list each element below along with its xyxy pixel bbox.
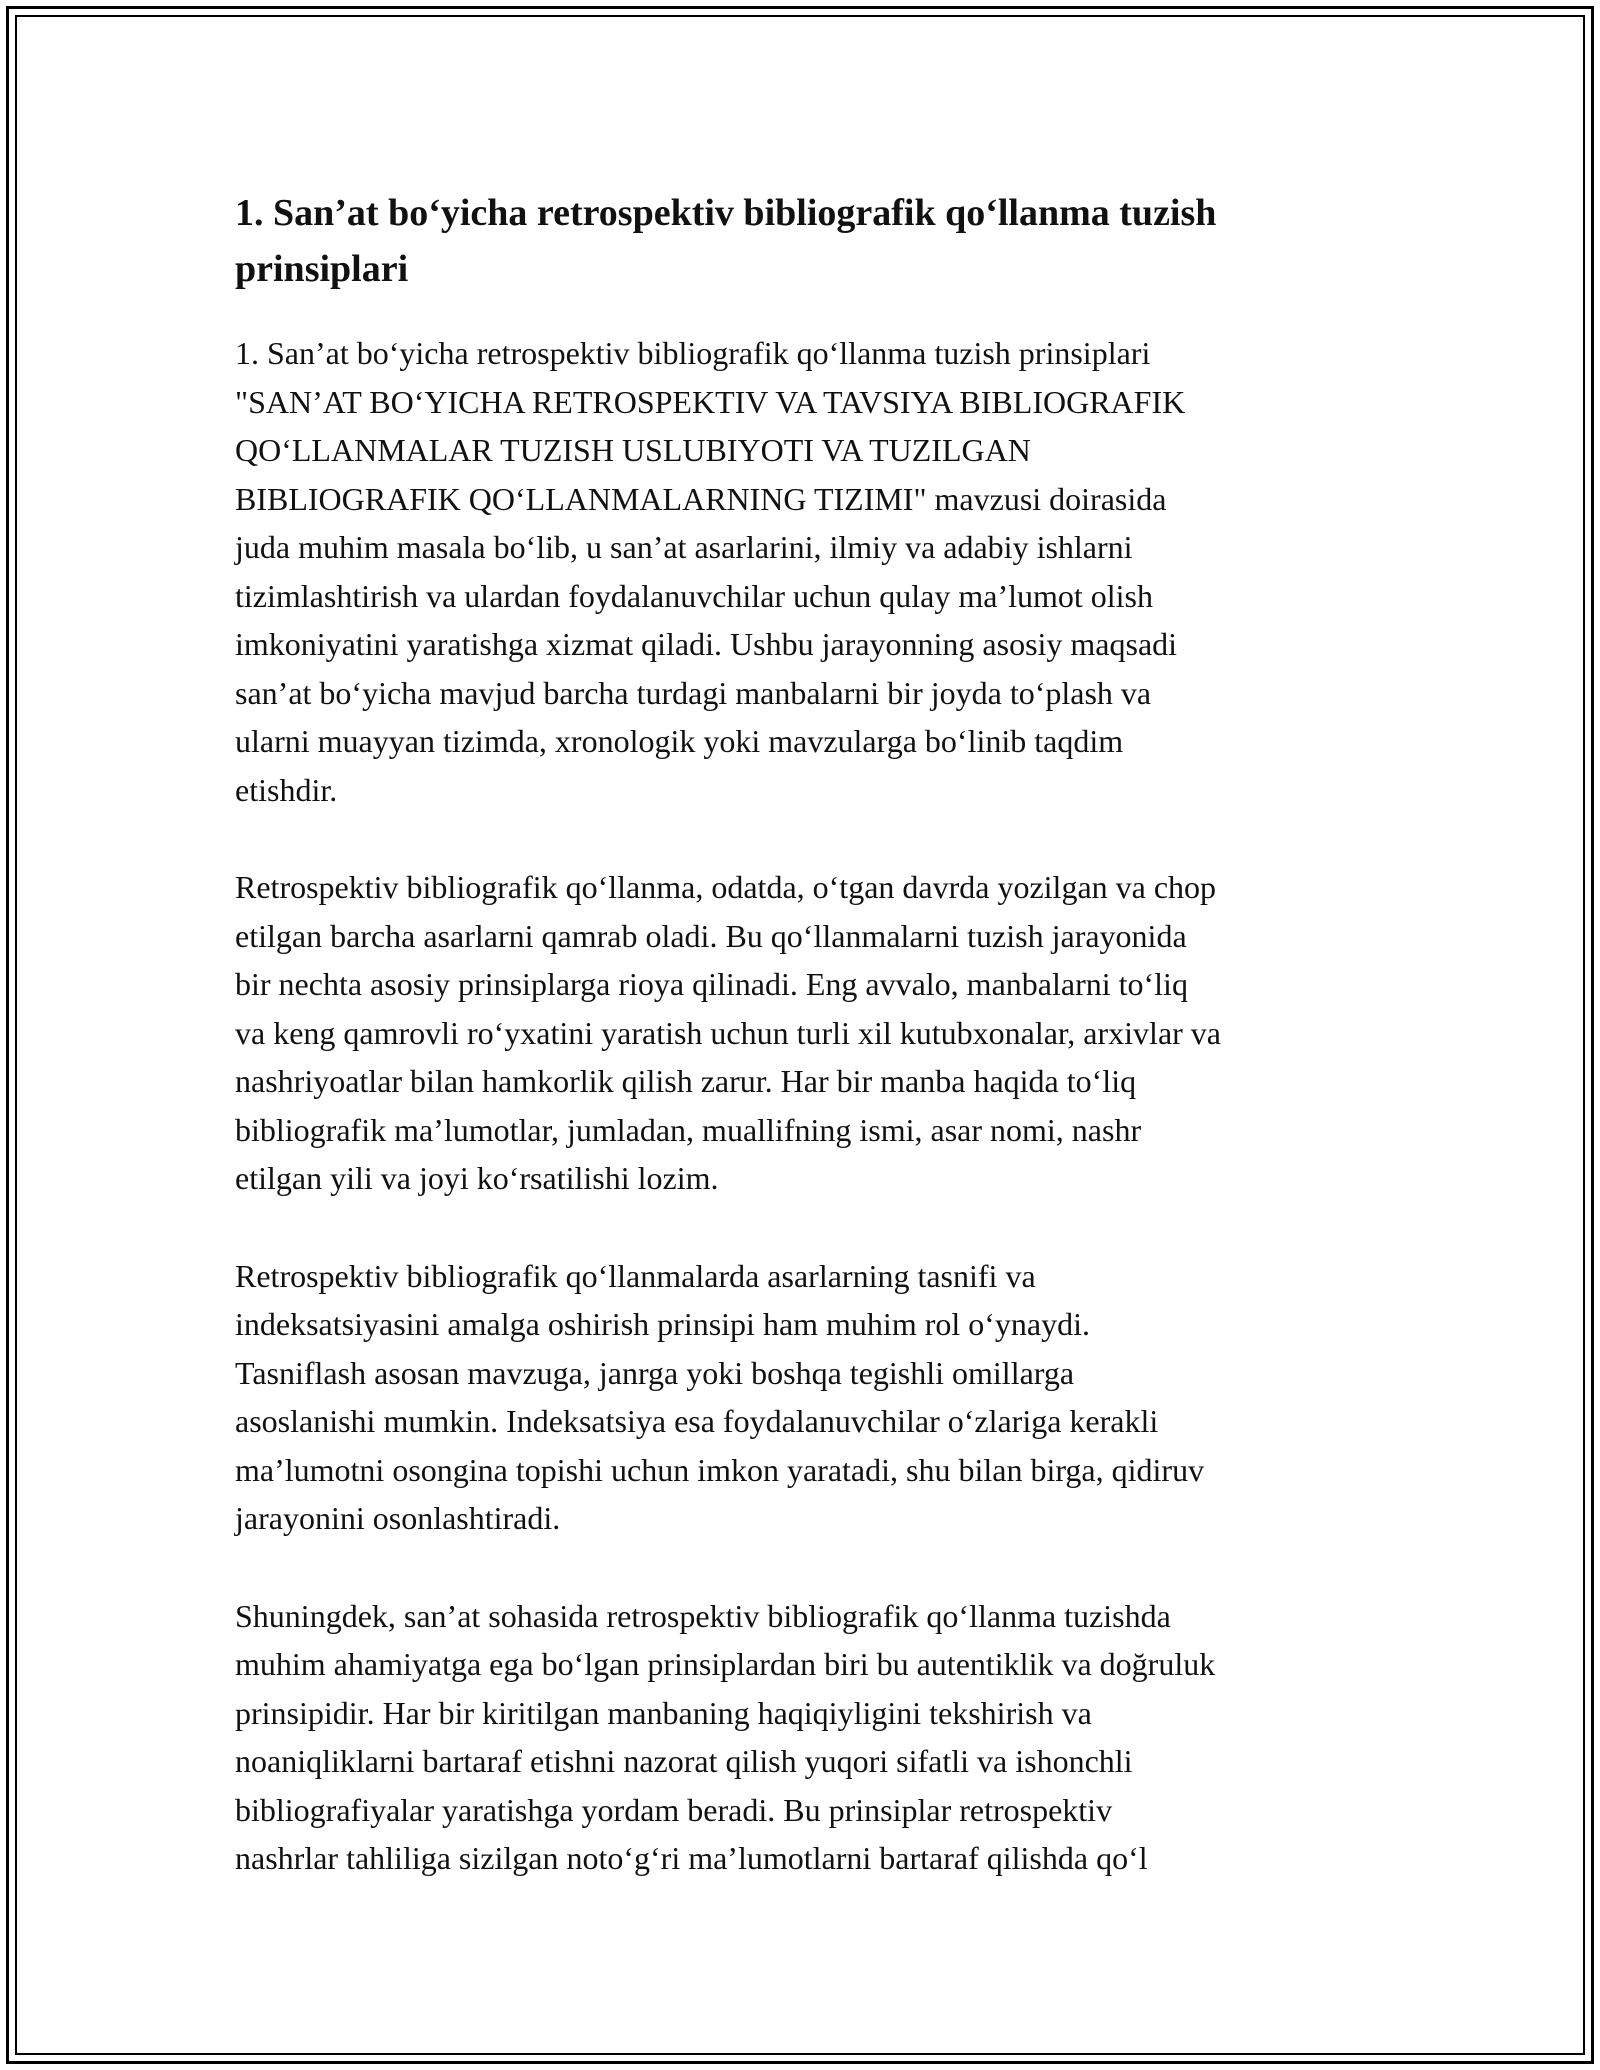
text-line: bir nechta asosiy prinsiplarga rioya qilinadi. Eng avvalo, manbalarni to‘liq xyxy=(235,966,1188,1002)
text-line: nashrlar tahliliga sizilgan noto‘g‘ri ma’lumotlarni bartaraf qilishda qo‘l xyxy=(235,1840,1148,1876)
document-content xyxy=(235,185,1375,1932)
paragraph xyxy=(235,1592,1375,1883)
paragraph xyxy=(235,1252,1375,1543)
text-line: "SAN’AT BO‘YICHA RETROSPEKTIV VA TAVSIYA BIBLIOGRAFIK xyxy=(235,383,1186,420)
text-line: va keng qamrovli ro‘yxatini yaratish uchun turli xil kutubxonalar, arxivlar va xyxy=(235,1014,1221,1051)
text-line: bibliografiyalar yaratishga yordam beradi. Bu prinsiplar retrospektiv xyxy=(235,1791,1113,1828)
text-line: ularni muayyan tizimda, xronologik yoki mavzularga bo‘linib taqdim xyxy=(235,723,1124,759)
text-line: prinsipidir. Har bir kiritilgan manbaning haqiqiyligini tekshirish va xyxy=(235,1694,1092,1731)
paragraph xyxy=(235,863,1375,1203)
text-line: jarayonini osonlashtiradi. xyxy=(235,1500,561,1536)
text-line: Retrospektiv bibliografik qo‘llanmalarda asarlarning tasnifi va xyxy=(235,1257,1036,1294)
page-title-line: prinsiplari xyxy=(235,248,409,290)
text-line: etilgan barcha asarlarni qamrab oladi. Bu qo‘llanmalarni tuzish jarayonida xyxy=(235,917,1187,954)
page-title xyxy=(235,185,1375,297)
text-line: bibliografik ma’lumotlar, jumladan, muallifning ismi, asar nomi, nashr xyxy=(235,1111,1142,1148)
page-title-line: 1. San’at bo‘yicha retrospektiv bibliografik qo‘llanma tuzish xyxy=(235,192,1217,234)
text-line: muhim ahamiyatga ega bo‘lgan prinsiplardan biri bu autentiklik va doğruluk xyxy=(235,1646,1216,1682)
text-line: etishdir. xyxy=(235,771,338,808)
paragraph xyxy=(235,329,1375,814)
text-line: 1. San’at bo‘yicha retrospektiv bibliografik qo‘llanma tuzish prinsiplari xyxy=(235,335,1151,371)
text-line: asoslanishi mumkin. Indeksatsiya esa foydalanuvchilar o‘zlariga kerakli xyxy=(235,1403,1159,1439)
body-text xyxy=(235,329,1375,1883)
text-line: Retrospektiv bibliografik qo‘llanma, odatda, o‘tgan davrda yozilgan va chop xyxy=(235,869,1217,905)
text-line: Tasniflash asosan mavzuga, janrga yoki boshqa tegishli omillarga xyxy=(235,1354,1075,1391)
text-line: san’at bo‘yicha mavjud barcha turdagi manbalarni bir joyda to‘plash va xyxy=(235,674,1152,711)
text-line: Shuningdek, san’at sohasida retrospektiv bibliografik qo‘llanma tuzishda xyxy=(235,1597,1171,1634)
text-line: noaniqliklarni bartaraf etishni nazorat qilish yuqori sifatli va ishonchli xyxy=(235,1743,1133,1779)
text-line: indeksatsiyasini amalga oshirish prinsipi ham muhim rol o‘ynaydi. xyxy=(235,1306,1090,1342)
text-line: QO‘LLANMALAR TUZISH USLUBIYOTI VA TUZILGAN xyxy=(235,432,1031,468)
text-line: tizimlashtirish va ulardan foydalanuvchilar uchun qulay ma’lumot olish xyxy=(235,577,1153,614)
text-line: etilgan yili va joyi ko‘rsatilishi lozim. xyxy=(235,1160,719,1196)
text-line: BIBLIOGRAFIK QO‘LLANMALARNING TIZIMI" mavzusi doirasida xyxy=(235,480,1167,517)
text-line: ma’lumotni osongina topishi uchun imkon yaratadi, shu bilan birga, qidiruv xyxy=(235,1451,1205,1488)
text-line: juda muhim masala bo‘lib, u san’at asarlarini, ilmiy va adabiy ishlarni xyxy=(235,529,1133,565)
text-line: imkoniyatini yaratishga xizmat qiladi. Ushbu jarayonning asosiy maqsadi xyxy=(235,626,1178,662)
text-line: nashriyoatlar bilan hamkorlik qilish zarur. Har bir manba haqida to‘liq xyxy=(235,1063,1137,1099)
